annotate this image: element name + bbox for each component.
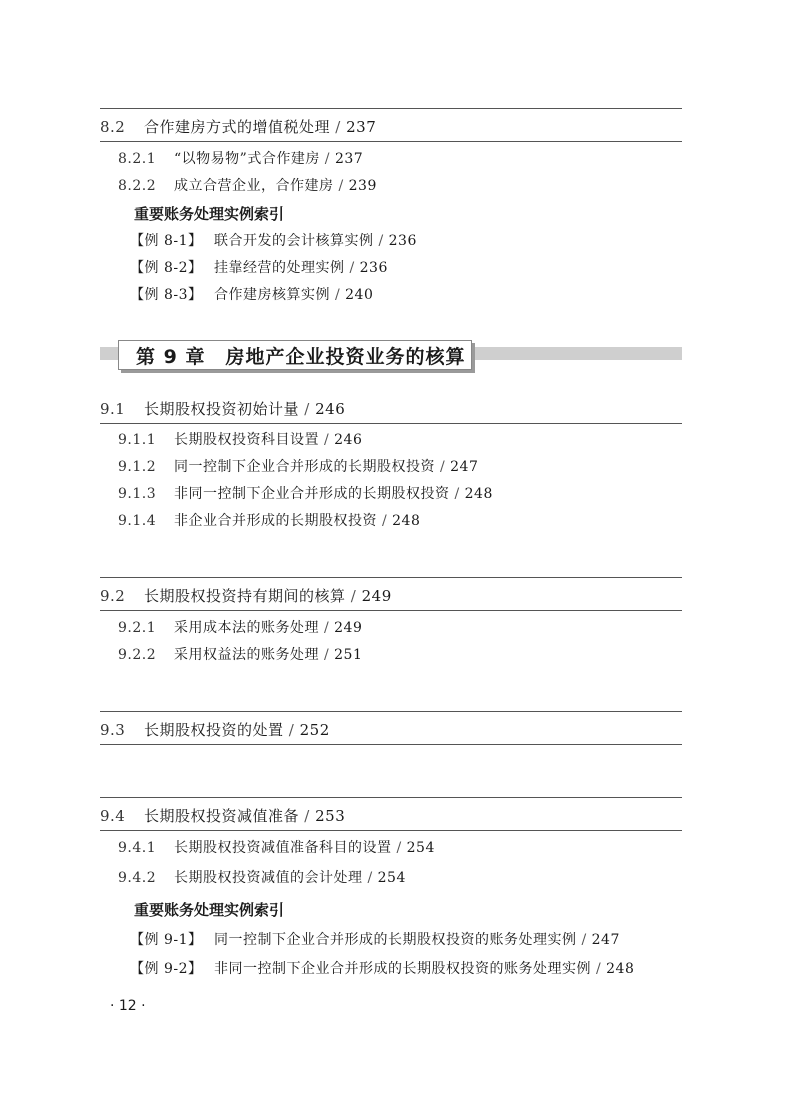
toc-subsection-9-1-3[interactable]: 9.1.3 非同一控制下企业合并形成的长期股权投资 / 248 <box>118 486 493 502</box>
example-8-1[interactable]: 【例 8-1】 联合开发的会计核算实例 / 236 <box>130 233 417 249</box>
toc-section-9-4[interactable]: 9.4 长期股权投资减值准备 / 253 <box>100 807 346 825</box>
section-rule-bottom <box>100 141 682 142</box>
example-index-heading: 重要账务处理实例索引 <box>134 901 285 919</box>
toc-subsection-8-2-1[interactable]: 8.2.1 “以物易物”式合作建房 / 237 <box>118 151 364 167</box>
toc-subsection-9-1-1[interactable]: 9.1.1 长期股权投资科目设置 / 246 <box>118 432 363 448</box>
toc-section-9-1[interactable]: 9.1 长期股权投资初始计量 / 246 <box>100 400 346 418</box>
page-number: 237 <box>346 118 377 136</box>
toc-section-9-2[interactable]: 9.2 长期股权投资持有期间的核算 / 249 <box>100 587 392 605</box>
toc-subsection-9-1-2[interactable]: 9.1.2 同一控制下企业合并形成的长期股权投资 / 247 <box>118 459 479 475</box>
toc-subsection-9-2-2[interactable]: 9.2.2 采用权益法的账务处理 / 251 <box>118 647 363 663</box>
example-8-2[interactable]: 【例 8-2】 挂靠经营的处理实例 / 236 <box>130 260 388 276</box>
toc-subsection-9-4-2[interactable]: 9.4.2 长期股权投资减值的会计处理 / 254 <box>118 870 406 886</box>
page-folio: · 12 · <box>110 998 146 1014</box>
toc-section-9-3[interactable]: 9.3 长期股权投资的处置 / 252 <box>100 721 330 739</box>
example-8-3[interactable]: 【例 8-3】 合作建房核算实例 / 240 <box>130 287 374 303</box>
section-rule-top <box>100 711 682 712</box>
toc-subsection-9-2-1[interactable]: 9.2.1 采用成本法的账务处理 / 249 <box>118 620 363 636</box>
section-number: 8.2 <box>100 118 126 136</box>
section-rule-top <box>100 108 682 109</box>
chapter-9-title[interactable]: 第 9 章 房地产企业投资业务的核算 <box>136 346 466 368</box>
section-title: 合作建房方式的增值税处理 <box>144 118 331 136</box>
section-rule-top <box>100 797 682 798</box>
section-rule-bottom <box>100 830 682 831</box>
example-index-heading: 重要账务处理实例索引 <box>134 205 285 223</box>
section-rule-top <box>100 577 682 578</box>
toc-section-8-2[interactable]: 8.2 合作建房方式的增值税处理 / 237 <box>100 118 377 136</box>
example-9-1[interactable]: 【例 9-1】 同一控制下企业合并形成的长期股权投资的账务处理实例 / 247 <box>130 932 620 948</box>
section-rule-bottom <box>100 744 682 745</box>
section-rule-bottom <box>100 610 682 611</box>
toc-subsection-9-1-4[interactable]: 9.1.4 非企业合并形成的长期股权投资 / 248 <box>118 513 421 529</box>
toc-subsection-9-4-1[interactable]: 9.4.1 长期股权投资减值准备科目的设置 / 254 <box>118 840 435 856</box>
example-9-2[interactable]: 【例 9-2】 非同一控制下企业合并形成的长期股权投资的账务处理实例 / 248 <box>130 961 635 977</box>
toc-subsection-8-2-2[interactable]: 8.2.2 成立合营企业，合作建房 / 239 <box>118 178 377 194</box>
section-rule-bottom <box>100 423 682 424</box>
